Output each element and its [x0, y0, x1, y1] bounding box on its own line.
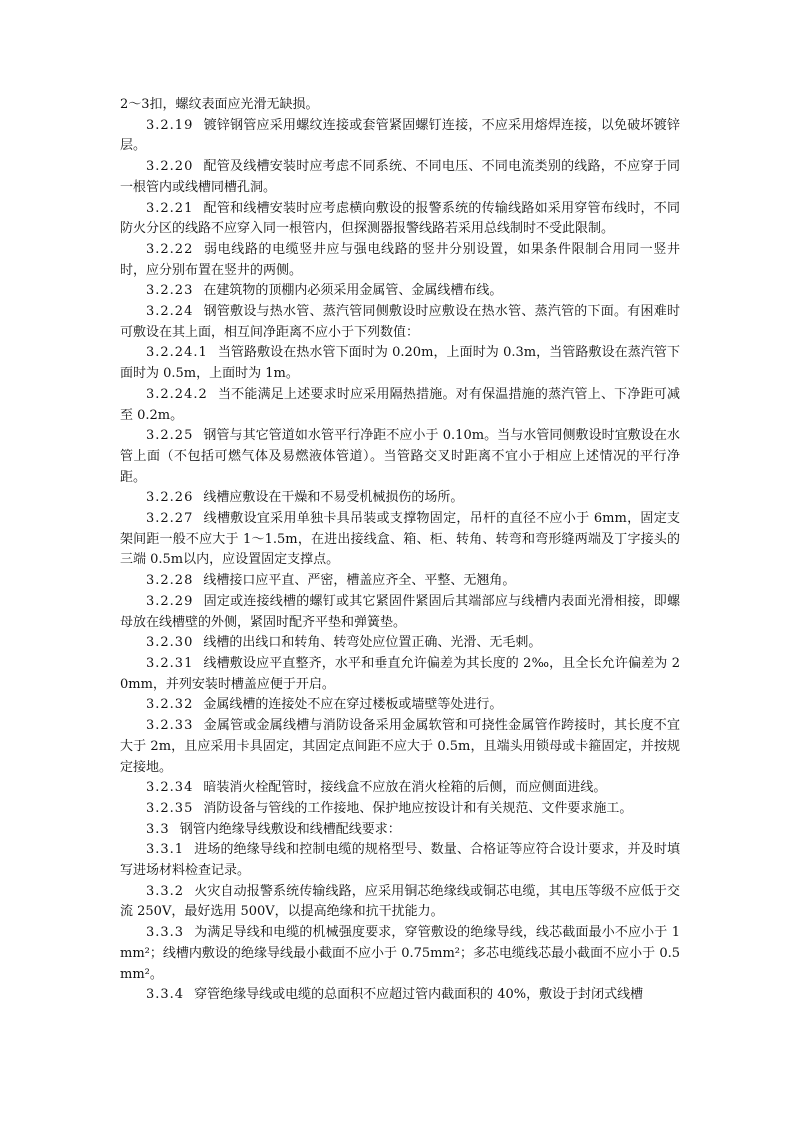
paragraph [120, 116, 680, 157]
clause-text: 固定或连接线槽的螺钉或其它紧固件紧固后其端部应与线槽内表面光滑相接，即螺母放在线槽壁的外侧，紧固时配齐平垫和弹簧垫。 [120, 593, 680, 630]
clause-number: 3.2.26 [146, 490, 194, 506]
clause-number: 3.3.2 [146, 883, 185, 899]
clause-text: 穿管绝缘导线或电缆的总面积不应超过管内截面积的 40%，敷设于封闭式线槽 [194, 987, 644, 1003]
document-page [120, 95, 680, 1006]
clause-number: 3.2.35 [146, 800, 194, 816]
clause-text: 当不能满足上述要求时应采用隔热措施。对有保温措施的蒸汽管上、下净距可减至 0.2m。 [120, 386, 680, 423]
clause-text: 金属线槽的连接处不应在穿过楼板或墙壁等处进行。 [203, 697, 503, 713]
clause-text: 当管路敷设在热水管下面时为 0.20m，上面时为 0.3m，当管路敷设在蒸汽管下面时为 0.5m，上面时为 1m。 [120, 345, 680, 382]
paragraph [120, 716, 680, 778]
paragraph [120, 882, 680, 923]
paragraph [120, 157, 680, 198]
clause-text: 钢管敷设与热水管、蒸汽管同侧敷设时应敷设在热水管、蒸汽管的下面。有困难时可敷设在其上面，相互间净距离不应小于下列数值： [120, 304, 680, 340]
paragraph [120, 488, 680, 509]
clause-text: 消防设备与管线的工作接地、保护地应按设计和有关规范、文件要求施工。 [203, 800, 633, 816]
paragraph [120, 820, 680, 841]
clause-number: 3.2.34 [146, 780, 194, 796]
clause-number: 3.2.25 [146, 428, 194, 444]
clause-text: 2～3扣，螺纹表面应光滑无缺损。 [120, 97, 319, 112]
clause-text: 线槽敷设宜采用单独卡具吊装或支撑物固定，吊杆的直径不应小于 6mm，固定支架间距一般不应大于 1～1.5m，在进出接线盒、箱、柜、转角、转弯和弯形缝两端及丁字接头的三端 0.5m以内，应设置固定支撑点。 [120, 511, 680, 568]
paragraph [120, 799, 680, 820]
paragraph [120, 95, 680, 116]
clause-text: 钢管内绝缘导线敷设和线槽配线要求： [179, 821, 401, 837]
clause-number: 3.3 [146, 821, 170, 837]
paragraph [120, 509, 680, 571]
paragraph [120, 778, 680, 799]
clause-text: 线槽的出线口和转角、转弯处应位置正确、光滑、无毛刺。 [203, 635, 542, 651]
paragraph [120, 592, 680, 633]
paragraph [120, 840, 680, 881]
clause-number: 3.2.32 [146, 697, 194, 713]
paragraph [120, 281, 680, 302]
paragraph [120, 343, 680, 384]
clause-number: 3.3.1 [146, 842, 185, 858]
paragraph [120, 385, 680, 426]
clause-number: 3.2.21 [146, 200, 194, 216]
paragraph [120, 985, 680, 1006]
paragraph [120, 240, 680, 281]
clause-text: 在建筑物的顶棚内必须采用金属管、金属线槽布线。 [203, 283, 503, 299]
clause-text: 镀锌钢管应采用螺纹连接或套管紧固螺钉连接，不应采用熔焊连接，以免破坏镀锌层。 [120, 117, 680, 154]
clause-text: 进场的绝缘导线和控制电缆的规格型号、数量、合格证等应符合设计要求，并及时填写进场材料检查记录。 [120, 842, 680, 879]
paragraph [120, 654, 680, 695]
clause-text: 金属管或金属线槽与消防设备采用金属软管和可挠性金属管作跨接时，其长度不宜大于 2m，且应采用卡具固定，其固定点间距不应大于 0.5m，且端头用锁母或卡箍固定，并按规定接地。 [120, 718, 680, 775]
paragraph [120, 695, 680, 716]
clause-number: 3.2.31 [146, 655, 194, 671]
paragraph [120, 426, 680, 488]
clause-number: 3.2.23 [146, 283, 194, 299]
paragraph [120, 923, 680, 985]
clause-number: 3.2.30 [146, 635, 194, 651]
clause-text: 线槽接口应平直、严密，槽盖应齐全、平整、无翘角。 [203, 573, 516, 589]
clause-number: 3.2.24.1 [146, 345, 208, 361]
clause-text: 暗装消火栓配管时，接线盒不应放在消火栓箱的后侧，而应侧面进线。 [203, 780, 607, 796]
clause-number: 3.3.3 [146, 925, 185, 941]
clause-number: 3.2.19 [146, 117, 194, 133]
clause-text: 线槽应敷设在干燥和不易受机械损伤的场所。 [203, 490, 464, 506]
clause-number: 3.2.29 [146, 593, 194, 609]
clause-number: 3.3.4 [146, 987, 185, 1003]
clause-number: 3.2.24.2 [146, 386, 208, 402]
clause-text: 为满足导线和电缆的机械强度要求，穿管敷设的绝缘导线，线芯截面最小不应小于 1mm²；线槽内敷设的绝缘导线最小截面不应小于 0.75mm²；多芯电缆线芯最小截面不应小于 0.5mm²。 [120, 925, 680, 982]
clause-text: 弱电线路的电缆竖井应与强电线路的竖井分别设置，如果条件限制合用同一竖井时，应分别布置在竖井的两侧。 [120, 241, 680, 278]
clause-number: 3.2.28 [146, 573, 194, 589]
clause-number: 3.2.24 [146, 304, 194, 320]
clause-number: 3.2.33 [146, 718, 194, 734]
clause-number: 3.2.20 [146, 159, 194, 175]
paragraph [120, 199, 680, 240]
clause-number: 3.2.22 [146, 241, 194, 257]
clause-text: 配管及线槽安装时应考虑不同系统、不同电压、不同电流类别的线路，不应穿于同一根管内或线槽同槽孔洞。 [120, 159, 680, 195]
clause-text: 配管和线槽安装时应考虑横向敷设的报警系统的传输线路如采用穿管布线时，不同防火分区的线路不应穿入同一根管内，但探测器报警线路若采用总线制时不受此限制。 [120, 200, 680, 237]
paragraph [120, 302, 680, 343]
clause-text: 火灾自动报警系统传输线路，应采用铜芯绝缘线或铜芯电缆，其电压等级不应低于交流 250V，最好选用 500V，以提高绝缘和抗干扰能力。 [120, 883, 680, 920]
clause-text: 线槽敷设应平直整齐，水平和垂直允许偏差为其长度的 2‰，且全长允许偏差为 20mm，并列安装时槽盖应便于开启。 [120, 655, 680, 692]
paragraph [120, 571, 680, 592]
clause-number: 3.2.27 [146, 511, 194, 527]
paragraph [120, 633, 680, 654]
clause-text: 钢管与其它管道如水管平行净距不应小于 0.10m。当与水管同侧敷设时宜敷设在水管上面（不包括可燃气体及易燃液体管道）。当管路交叉时距离不宜小于相应上述情况的平行净距。 [120, 428, 680, 485]
